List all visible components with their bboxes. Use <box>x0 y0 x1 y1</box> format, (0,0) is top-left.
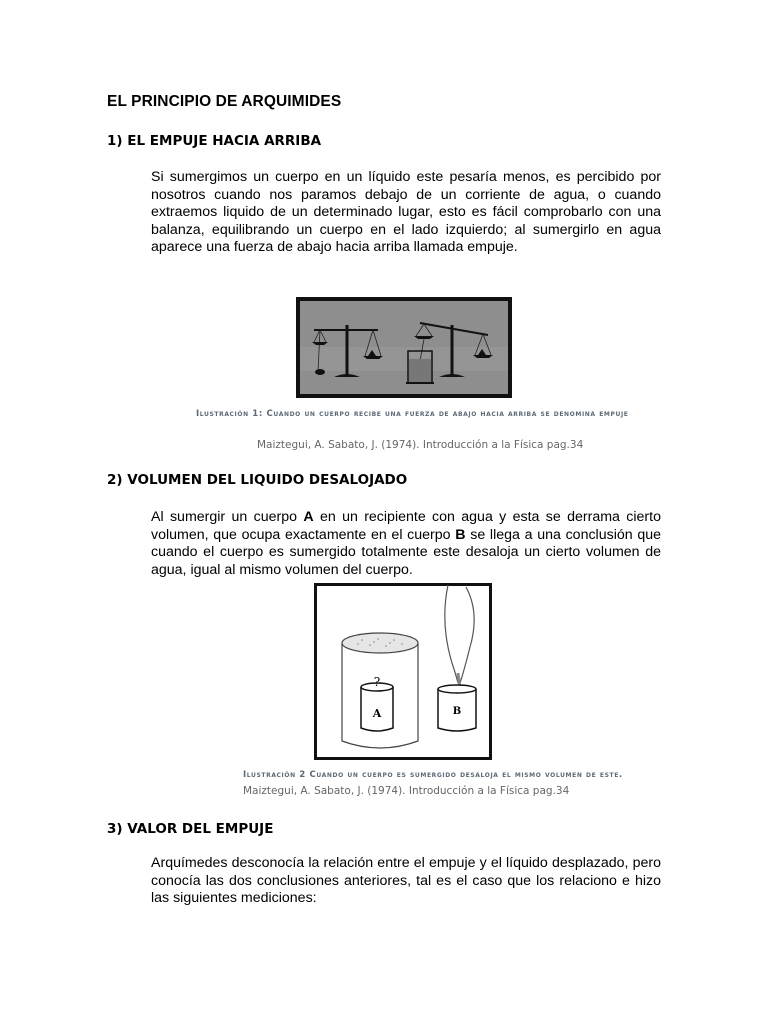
figure-1-source: Maiztegui, A. Sabato, J. (1974). Introducción a la Física pag.34 <box>257 439 584 451</box>
figure-label-a: A <box>372 707 382 720</box>
figure-2-displacement-illustration <box>314 583 492 760</box>
figure-label-b: B <box>452 706 462 717</box>
figure-2-source: Maiztegui, A. Sabato, J. (1974). Introducción a la Física pag.34 <box>243 785 570 797</box>
body-label-b: B <box>455 526 466 543</box>
section-3-paragraph: Arquímedes desconocía la relación entre el empuje y el líquido desplazado, pero conocía las dos conclusiones anteriores, tal es el caso que los relaciono e hizo las siguientes mediciones: <box>151 855 661 907</box>
section-2-heading: 2) VOLUMEN DEL LIQUIDO DESALOJADO <box>107 472 408 488</box>
section-1-heading: 1) EL EMPUJE HACIA ARRIBA <box>107 133 322 149</box>
section-1-paragraph: Si sumergimos un cuerpo en un líquido este pesaría menos, es percibido por nosotros cuando nos paramos debajo de un corriente de agua, o cuando extraemos liquido de un determinado lugar, esto es fácil comprobarlo con una balanza, equilibrando un cuerpo en el lado izquierdo; al sumergirlo en agua aparece una fuerza de abajo hacia arriba llamada empuje. <box>151 169 661 256</box>
figure-question-mark: ? <box>373 675 381 689</box>
figure-1-caption: Ilustración 1: Cuando un cuerpo recibe una fuerza de abajo hacia arriba se denomina empuje <box>196 409 629 419</box>
page-title: EL PRINCIPIO DE ARQUIMIDES <box>107 93 342 110</box>
section-3-heading: 3) VALOR DEL EMPUJE <box>107 821 274 837</box>
figure-2-caption: Ilustración 2 Cuando un cuerpo es sumergido desaloja el mismo volumen de este. <box>243 770 623 780</box>
body-label-a: A <box>303 509 314 525</box>
section-2-paragraph: Al sumergir un cuerpo A en un recipiente con agua y esta se derrama cierto volumen, que ocupa exactamente en el cuerpo B se llega a una conclusión que cuando el cuerpo es sumergido totalmente este desaloja un cierto volumen de agua, igual al mismo volumen del cuerpo. <box>151 509 661 578</box>
figure-1-balance-illustration <box>296 297 512 398</box>
